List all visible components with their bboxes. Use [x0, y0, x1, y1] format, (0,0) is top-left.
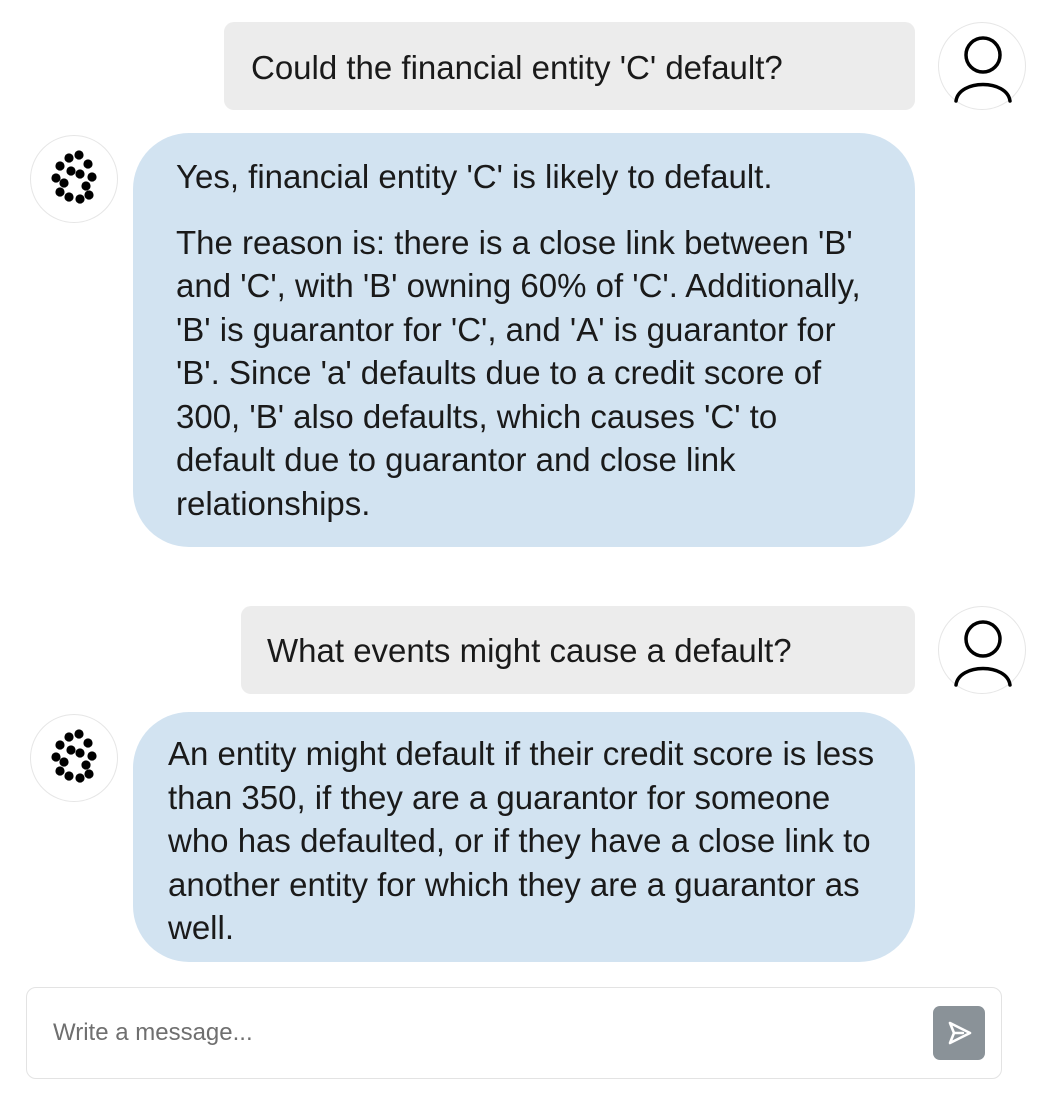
user-avatar	[938, 22, 1026, 110]
user-message-text: Could the financial entity 'C' default?	[251, 49, 783, 86]
assistant-message-bubble	[133, 133, 915, 547]
assistant-avatar	[30, 135, 118, 223]
user-avatar	[938, 606, 1026, 694]
assistant-message-bubble	[133, 712, 915, 962]
user-outline-icon	[939, 607, 1027, 695]
user-message-bubble	[224, 22, 915, 110]
send-button[interactable]	[933, 1006, 985, 1060]
assistant-avatar	[30, 714, 118, 802]
send-arrow-icon	[933, 1006, 985, 1060]
assistant-message-paragraph: Yes, financial entity 'C' is likely to default.	[176, 158, 773, 195]
user-message-bubble	[241, 606, 915, 694]
dot-cluster-icon	[31, 715, 119, 803]
user-message-text: What events might cause a default?	[267, 632, 792, 669]
message-composer	[26, 987, 1002, 1079]
dot-cluster-icon	[31, 136, 119, 224]
user-outline-icon	[939, 23, 1027, 111]
message-input[interactable]	[53, 1012, 913, 1054]
assistant-message-paragraph: An entity might default if their credit score is less than 350, if they are a guarantor for someone who has defaulted, or if they have a close link to another entity for which they are a guarantor as well.	[168, 735, 875, 946]
assistant-message-paragraph: The reason is: there is a close link between 'B' and 'C', with 'B' owning 60% of 'C'. Additionally, 'B' is guarantor for 'C', and 'A' is guarantor for 'B'. Since 'a' defaults due to a credit score of 300, 'B' also defaults, which causes 'C' to default due to guarantor and close link relationships.	[176, 223, 861, 522]
